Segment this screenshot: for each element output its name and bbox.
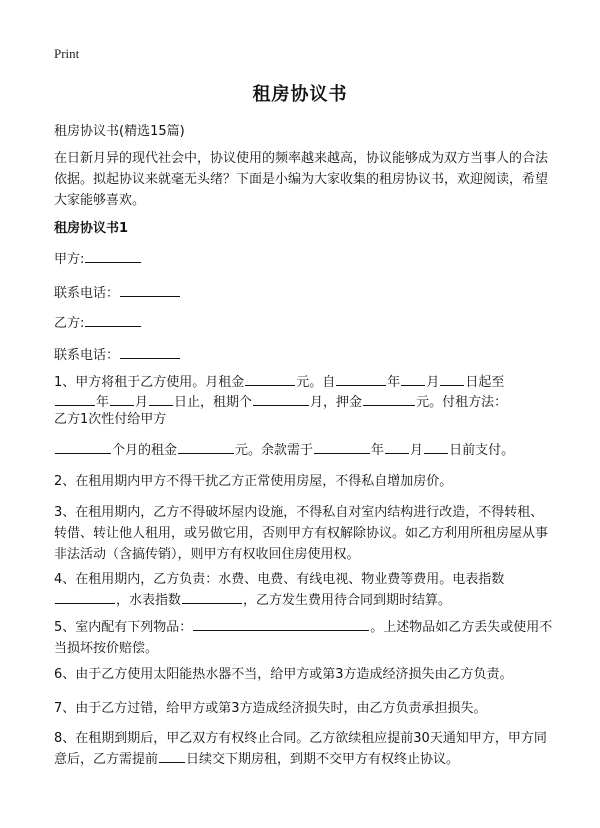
clause-1-text: 日止，租期个 — [174, 395, 253, 410]
clause-1-text: 日前支付。 — [449, 443, 515, 458]
party-b-line — [54, 314, 142, 333]
party-b-label: 乙方: — [54, 316, 85, 331]
contact-a-line — [54, 284, 181, 303]
document-subtitle: 租房协议书(精选15篇) — [54, 124, 185, 139]
clause-5-text: 。上述物品如乙方丢失或使用不当损坏按价赔偿。 — [54, 620, 553, 656]
start-year-blank — [336, 373, 386, 386]
document-title: 租房协议书 — [252, 84, 348, 105]
clause-1-text: 年 — [387, 375, 401, 390]
clause-2: 2、在租用期内甲方不得干扰乙方正常使用房屋，不得私自增加房价。 — [54, 474, 453, 489]
contact-a-label: 联系电话： — [54, 286, 120, 301]
contact-b-label: 联系电话： — [54, 348, 120, 363]
clause-1-text: 元。余款需于 — [235, 443, 314, 458]
end-year-blank — [55, 393, 95, 406]
clause-1-text: 元。付租方法： — [416, 395, 508, 410]
contact-b-line — [54, 346, 181, 365]
contact-a-blank — [120, 284, 180, 297]
clause-4 — [54, 569, 554, 611]
amount-blank — [178, 441, 234, 454]
start-month-blank — [401, 373, 425, 386]
clause-1-text: 月，押金 — [310, 395, 363, 410]
balance-month-blank — [385, 441, 409, 454]
clause-8-text: 日续交下期房租，到期不交甲方有权终止协议。 — [186, 752, 460, 767]
months-blank — [55, 441, 111, 454]
clause-1-text: 1、甲方将租于乙方使用。月租金 — [54, 375, 245, 390]
clause-5-text: 5、室内配有下列物品： — [54, 620, 193, 635]
clause-4-text: ，乙方发生费用待合同到期时结算。 — [243, 593, 452, 608]
clause-1-line-2 — [54, 393, 507, 412]
contact-b-blank — [120, 346, 180, 359]
advance-days-blank — [159, 750, 185, 763]
clause-1-text: 个月的租金 — [112, 443, 178, 458]
section-title: 租房协议书1 — [54, 221, 129, 236]
items-blank — [193, 618, 369, 631]
intro-paragraph: 在日新月异的现代社会中，协议使用的频率越来越高，协议能够成为双方当事人的合法依据。拟起协议来就毫无头绪？下面是小编为大家收集的租房协议书，欢迎阅读，希望大家能够喜欢。 — [54, 151, 549, 208]
party-a-blank — [85, 250, 141, 263]
print-label[interactable]: Print — [54, 46, 80, 61]
electric-meter-blank — [55, 591, 115, 604]
clause-8 — [54, 728, 554, 770]
rent-blank — [245, 373, 295, 386]
clause-4-text: ，水表指数 — [116, 593, 182, 608]
water-meter-blank — [182, 591, 242, 604]
clause-6: 6、由于乙方使用太阳能热水器不当，给甲方或第3方造成经济损失由乙方负责。 — [54, 667, 513, 682]
clause-1-text: 乙方1次性付给甲方 — [54, 412, 167, 427]
clause-1-line-3 — [54, 411, 166, 429]
end-month-blank — [110, 393, 134, 406]
clause-8-text: 8、在租期到期后，甲乙双方有权终止合同。乙方欲续租应提前30天通知甲方，甲方同意后，乙方需提前 — [54, 731, 547, 767]
clause-1-text: 月 — [426, 375, 440, 390]
clause-1-text: 月 — [135, 395, 149, 410]
clause-1-line-1 — [54, 373, 504, 392]
balance-day-blank — [424, 441, 448, 454]
party-a-line — [54, 250, 142, 269]
clause-1-line-4 — [54, 441, 514, 460]
balance-year-blank — [314, 441, 370, 454]
clause-4-text: 4、在租用期内，乙方负责：水费、电费、有线电视、物业费等费用。电表指数 — [54, 572, 505, 587]
deposit-blank — [363, 393, 415, 406]
clause-1-text: 年 — [96, 395, 110, 410]
clause-7: 7、由于乙方过错，给甲方或第3方造成经济损失时，由乙方负责承担损失。 — [54, 701, 487, 716]
clause-3: 3、在租用期内，乙方不得破坏屋内设施，不得私自对室内结构进行改造，不得转租、转借、转让他人租用，或另做它用，否则甲方有权解除协议。如乙方利用所租房屋从事非法活动（含搞传销），则甲方有权收回住房使用权。 — [54, 505, 549, 562]
clause-1-text: 年 — [371, 443, 385, 458]
clause-1-text: 月 — [410, 443, 424, 458]
clause-1-text: 元。自 — [296, 375, 336, 390]
party-a-label: 甲方: — [54, 252, 85, 267]
clause-1-text: 日起至 — [465, 375, 505, 390]
clause-5 — [54, 617, 554, 659]
term-blank — [253, 393, 309, 406]
start-day-blank — [440, 373, 464, 386]
end-day-blank — [149, 393, 173, 406]
party-b-blank — [85, 314, 141, 327]
